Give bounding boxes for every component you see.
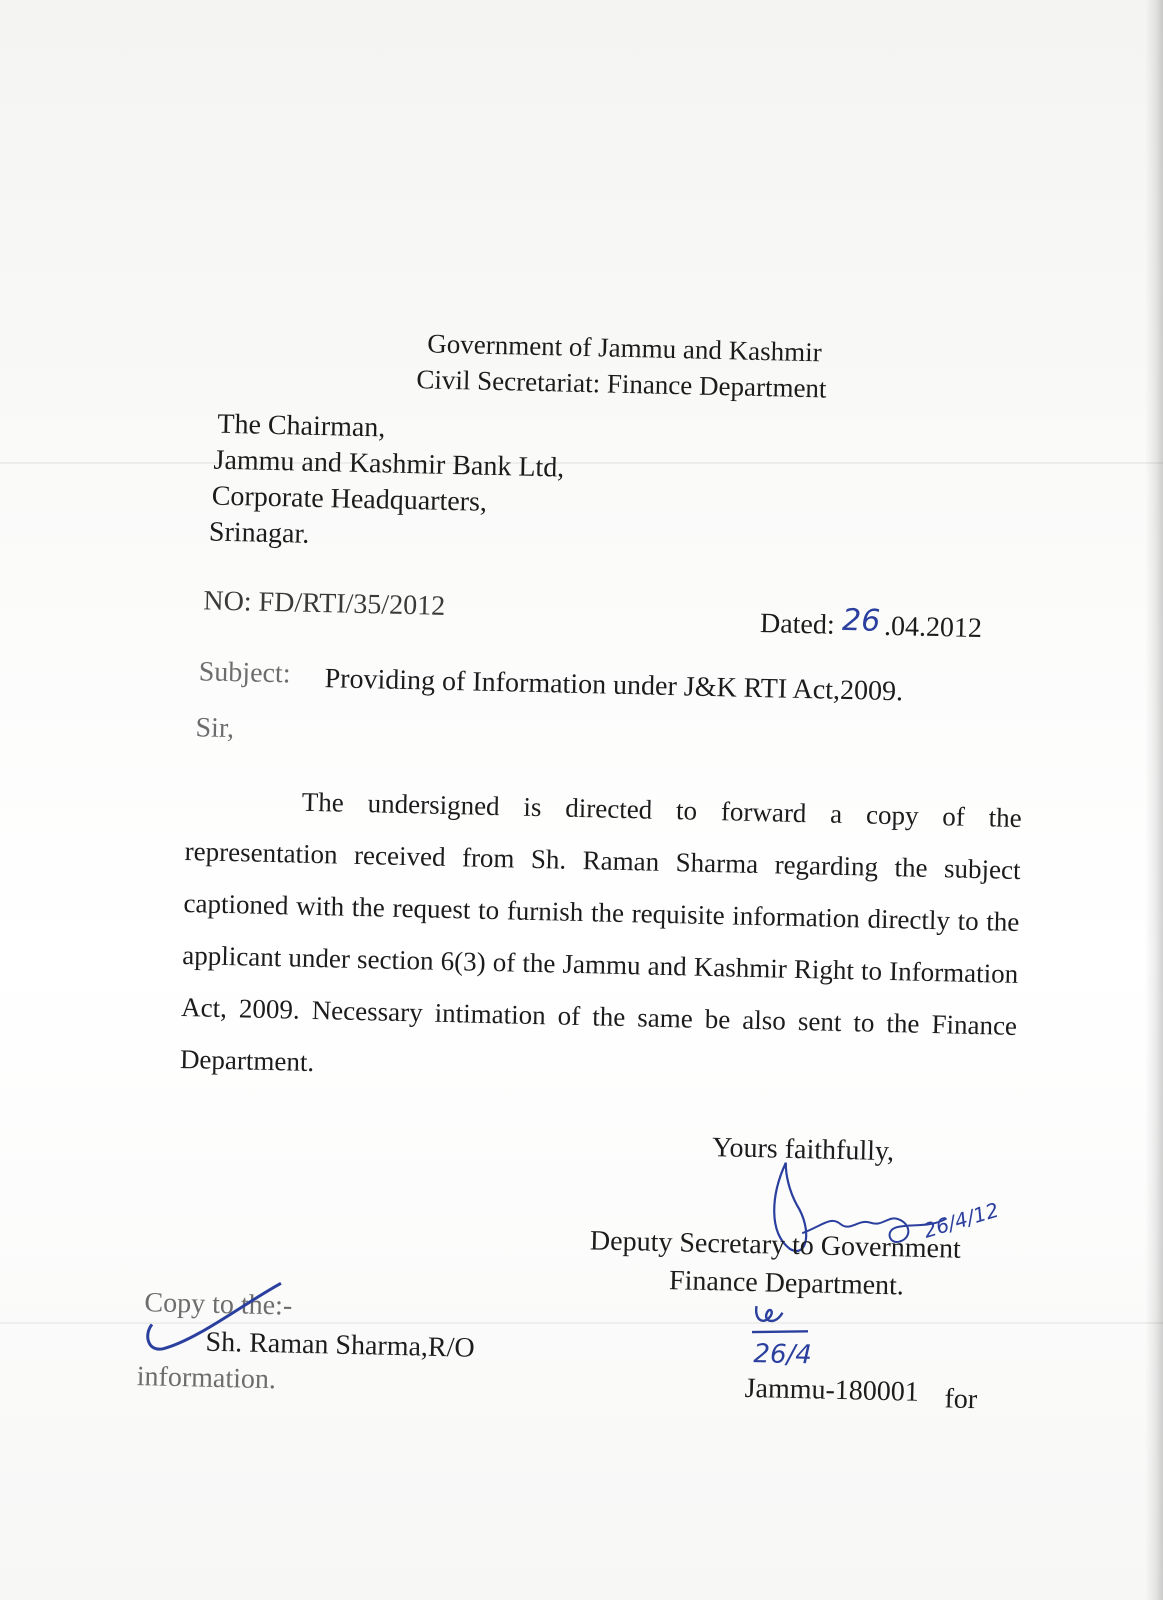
copy-purpose: information.	[136, 1361, 277, 1396]
salutation: Sir,	[195, 712, 235, 745]
subject-text: Providing of Information under J&K RTI Act,2009.	[324, 663, 904, 708]
dated-handwritten-day: 26	[841, 602, 881, 639]
dated-label: Dated:	[759, 608, 836, 641]
letterhead-government: Government of Jammu and Kashmir	[426, 328, 822, 368]
signatory-designation: Deputy Secretary to Government	[589, 1225, 962, 1265]
addressee-line-2: Jammu and Kashmir Bank Ltd,	[213, 444, 565, 484]
valediction: Yours faithfully,	[711, 1132, 895, 1168]
copy-location: Jammu-180001	[744, 1372, 920, 1408]
addressee-line-1: The Chairman,	[217, 408, 386, 444]
copy-for-word: for	[944, 1383, 978, 1416]
signatory-department: Finance Department.	[668, 1265, 905, 1302]
body-paragraph: The undersigned is directed to forward a copy of the representation received from Sh. Raman Sharma regarding the subject captioned with the request to furnish the requisite information directly to the applicant under section 6(3) of the Jammu and Kashmir Right to Information Act, 2009. Necessary intimation of the same be also sent to the Finance Department.	[179, 786, 1023, 1078]
signature-date: 26/4/12	[920, 1197, 1002, 1243]
initial-date: 26/4	[753, 1339, 813, 1371]
reference-number: NO: FD/RTI/35/2012	[203, 585, 446, 622]
letterhead-department: Civil Secretariat: Finance Department	[416, 364, 827, 404]
dated-month-year: .04.2012	[883, 610, 983, 645]
handwritten-initial-mark	[747, 1300, 859, 1374]
copy-recipient: Sh. Raman Sharma,R/O	[205, 1326, 475, 1364]
copy-to-label: Copy to the:-	[144, 1287, 293, 1322]
addressee-line-4: Srinagar.	[208, 516, 310, 550]
subject-label: Subject:	[198, 656, 291, 690]
addressee-line-3: Corporate Headquarters,	[211, 480, 488, 518]
